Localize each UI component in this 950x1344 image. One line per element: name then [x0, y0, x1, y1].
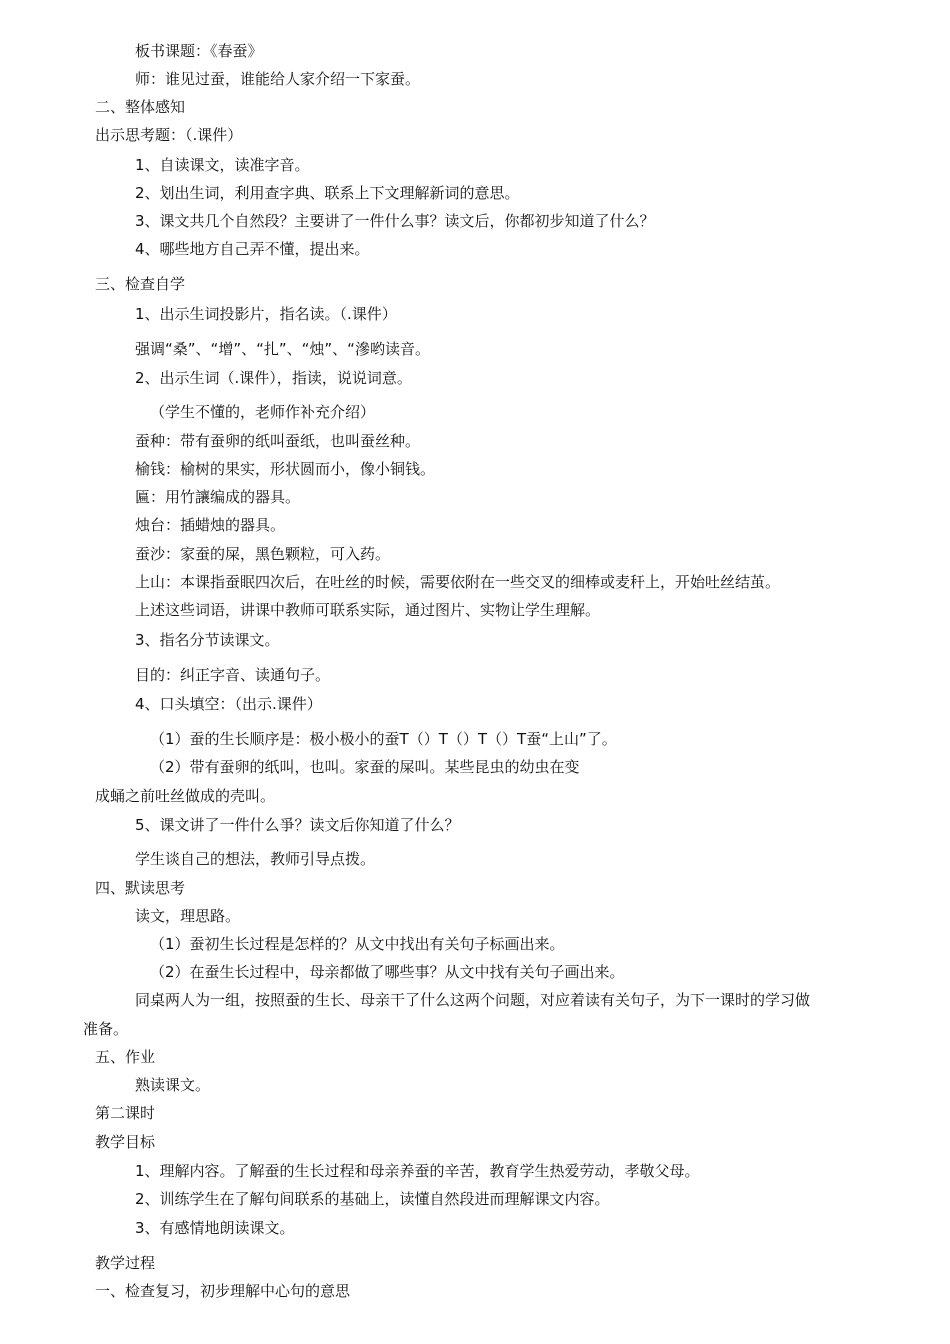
- list-item: 3、指名分节读课文。: [135, 631, 280, 649]
- section-heading: 第二课时: [95, 1104, 156, 1122]
- definition-line: 匾：用竹讓编成的器具。: [135, 488, 301, 506]
- definition-line: 榆钱：榆树的果实，形状圆而小，像小铜钱。: [135, 460, 436, 478]
- definition-line: 烛台：插蜡烛的器具。: [135, 516, 286, 534]
- section-heading: 二、整体感知: [95, 98, 186, 116]
- section-heading: 五、作业: [95, 1048, 156, 1066]
- list-item: 1、出示生词投影片，指名读。（.课件）: [135, 305, 397, 323]
- section-heading: 教学过程: [95, 1254, 156, 1272]
- text-line: 读文，理思路。: [135, 907, 241, 925]
- list-item: 3、有感情地朗读课文。: [135, 1219, 295, 1237]
- section-heading: 一、检查复习，初步理解中心句的意思: [95, 1282, 351, 1300]
- text-line: 上述这些词语，讲课中教师可联系实际，通过图片、实物让学生理解。: [135, 601, 601, 619]
- list-item: 2、出示生词（.课件），指读，说说词意。: [135, 369, 412, 387]
- section-heading: 三、检查自学: [95, 275, 186, 293]
- text-line: 出示思考题：（.课件）: [95, 126, 243, 144]
- text-line: （学生不懂的，老师作补充介绍）: [150, 403, 376, 421]
- text-line: 板书课题：《春蚕》: [135, 42, 263, 60]
- exercise-line: 成蛹之前吐丝做成的壳叫。: [95, 787, 276, 805]
- exercise-line: （2）在蚕生长过程中，母亲都做了哪些事？从文中找有关句子画出来。: [150, 963, 625, 981]
- text-line: 熟读课文。: [135, 1076, 211, 1094]
- definition-line: 蚕种：带有蚕卵的纸叫蚕纸，也叫蚕丝种。: [135, 432, 421, 450]
- section-heading: 四、默读思考: [95, 879, 186, 897]
- text-line: 准备。: [83, 1020, 129, 1038]
- list-item: 1、自读课文，读准字音。: [135, 156, 310, 174]
- text-line: 强调“桑”、“增”、“扎”、“烛”、“滲哟读音。: [135, 340, 430, 358]
- list-item: 5、课文讲了一件什么爭？读文后你知道了什么？: [135, 816, 460, 834]
- list-item: 2、训练学生在了解句间联系的基础上，读懂自然段进而理解课文内容。: [135, 1190, 610, 1208]
- list-item: 2、划出生词，利用查字典、联系上下文理解新词的意思。: [135, 184, 520, 202]
- text-line: 学生谈自己的想法，教师引导点拨。: [135, 850, 376, 868]
- definition-line: 上山：本课指蚕眠四次后，在吐丝的时候，需要依附在一些交叉的细棒或麦秆上，开始吐丝结茧。: [135, 573, 781, 591]
- exercise-line: （1）蚕初生长过程是怎样的？从文中找出有关句子标画出来。: [150, 935, 565, 953]
- section-heading: 教学目标: [95, 1133, 156, 1151]
- text-line: 目的：纠正字音、读通句子。: [135, 666, 331, 684]
- text-line: 同桌两人为一组，按照蚕的生长、母亲干了什么这两个问题，对应着读有关句子，为下一课时的学习做: [135, 991, 811, 1009]
- definition-line: 蚕沙：家蚕的屎，黑色颗粒，可入药。: [135, 545, 391, 563]
- list-item: 1、理解内容。了解蚕的生长过程和母亲养蚕的辛苦，教育学生热爱劳动，孝敬父母。: [135, 1162, 700, 1180]
- list-item: 3、课文共几个自然段？主要讲了一件什么事？读文后，你都初步知道了什么？: [135, 212, 655, 230]
- list-item: 4、口头填空：（出示.课件）: [135, 695, 322, 713]
- exercise-line: （2）带有蚕卵的纸叫，也叫。家蚕的屎叫。某些昆虫的幼虫在变: [150, 758, 580, 776]
- list-item: 4、哪些地方自己弄不懂，提出来。: [135, 240, 370, 258]
- exercise-line: （1）蚕的生长顺序是：极小极小的蚕T（）T（）T（）T蚕“上山”了。: [150, 730, 617, 748]
- text-line: 师：谁见过蚕，谁能给人家介绍一下家蚕。: [135, 70, 421, 88]
